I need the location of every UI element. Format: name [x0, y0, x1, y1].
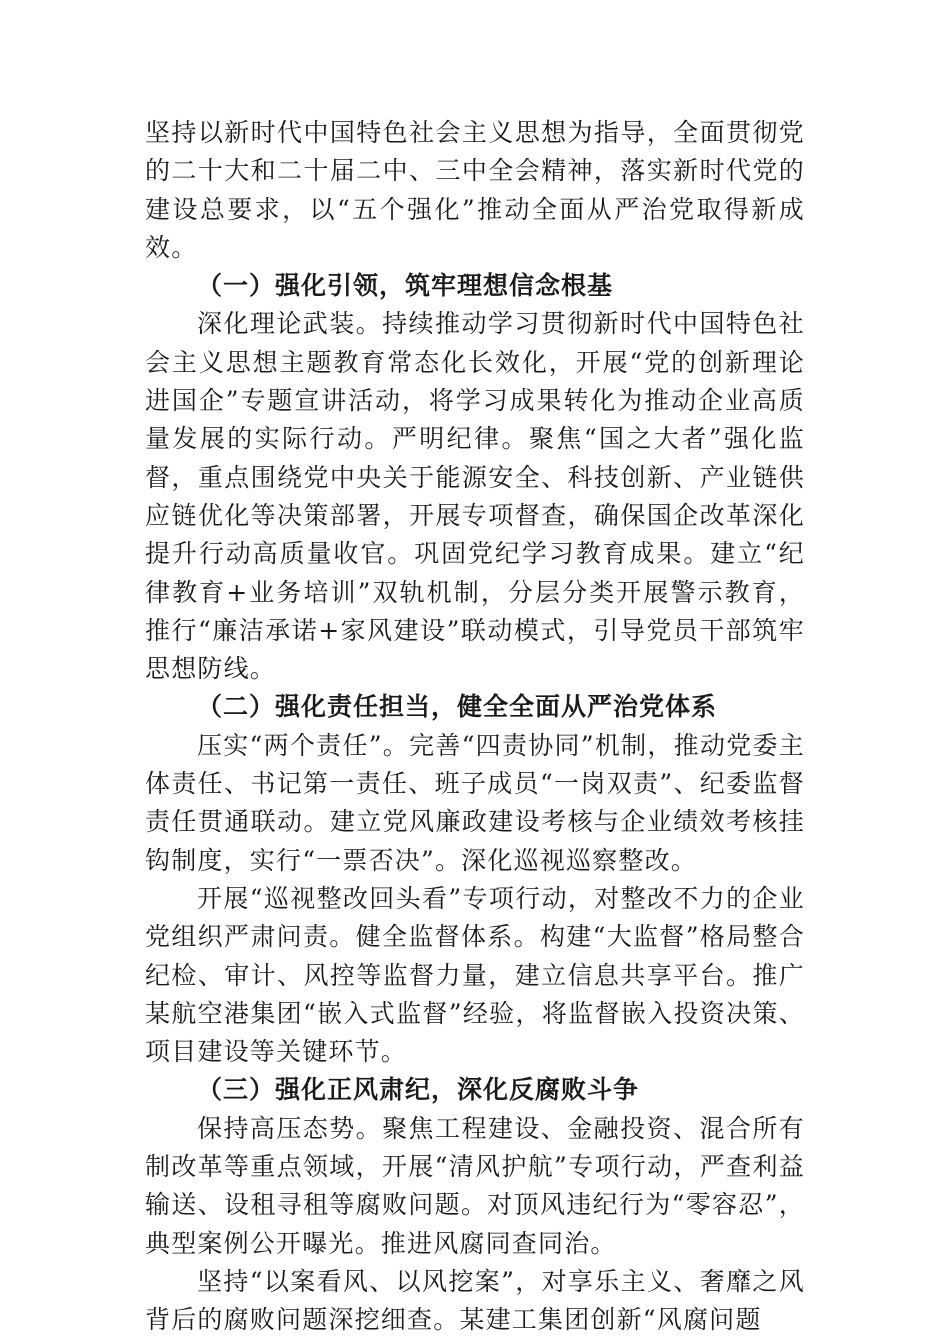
section-1-heading: （一）强化引领，筑牢理想信念根基 — [197, 271, 614, 301]
section-1-paragraph-1: 深化理论武装。持续推动学习贯彻新时代中国特色社会主义思想主题教育常态化长效化，开展“党的创新理论进国企”专题宣讲活动，将学习成果转化为推动企业高质量发展的实际行动。严明纪律。聚焦“国之大者”强化监督，重点围绕党中央关于能源安全、科技创新、产业链供应链优化等决策部署，开展专项督查，确保国企改革深化提升行动高质量收官。巩固党纪学习教育成果。建立“纪律教育+业务培训”双轨机制，分层分类开展警示教育，推行“廉洁承诺+家风建设”联动模式，引导党员干部筑牢思想防线。 — [145, 309, 805, 684]
section-3-paragraph-1: 保持高压态势。聚焦工程建设、金融投资、混合所有制改革等重点领域，开展“清风护航”专项行动，严查利益输送、设租寻租等腐败问题。对顶风违纪行为“零容忍”，典型案例公开曝光。推进风腐同查同治。 — [145, 1113, 805, 1258]
section-2-paragraph-1: 压实“两个责任”。完善“四责协同”机制，推动党委主体责任、书记第一责任、班子成员“一岗双责”、纪委监督责任贯通联动。建立党风廉政建设考核与企业绩效考核挂钩制度，实行“一票否决”。深化巡视巡察整改。 — [145, 730, 805, 875]
section-2-heading: （二）强化责任担当，健全全面从严治党体系 — [197, 692, 718, 722]
section-2-paragraph-2: 开展“巡视整改回头看”专项行动，对整改不力的企业党组织严肃问责。健全监督体系。构建“大监督”格局整合纪检、审计、风控等监督力量，建立信息共享平台。推广某航空港集团“嵌入式监督”经验，将监督嵌入投资决策、项目建设等关键环节。 — [145, 883, 805, 1067]
section-3-heading: （三）强化正风肃纪，深化反腐败斗争 — [197, 1075, 640, 1105]
intro-paragraph: 坚持以新时代中国特色社会主义思想为指导，全面贯彻党的二十大和二十届二中、三中全会精神，落实新时代党的建设总要求，以“五个强化”推动全面从严治党取得新成效。 — [145, 118, 805, 262]
section-3-paragraph-2: 坚持“以案看风、以风挖案”，对享乐主义、奢靡之风背后的腐败问题深挖细查。某建工集团创新“风腐问题 — [145, 1266, 805, 1335]
document-body — [145, 114, 805, 1340]
